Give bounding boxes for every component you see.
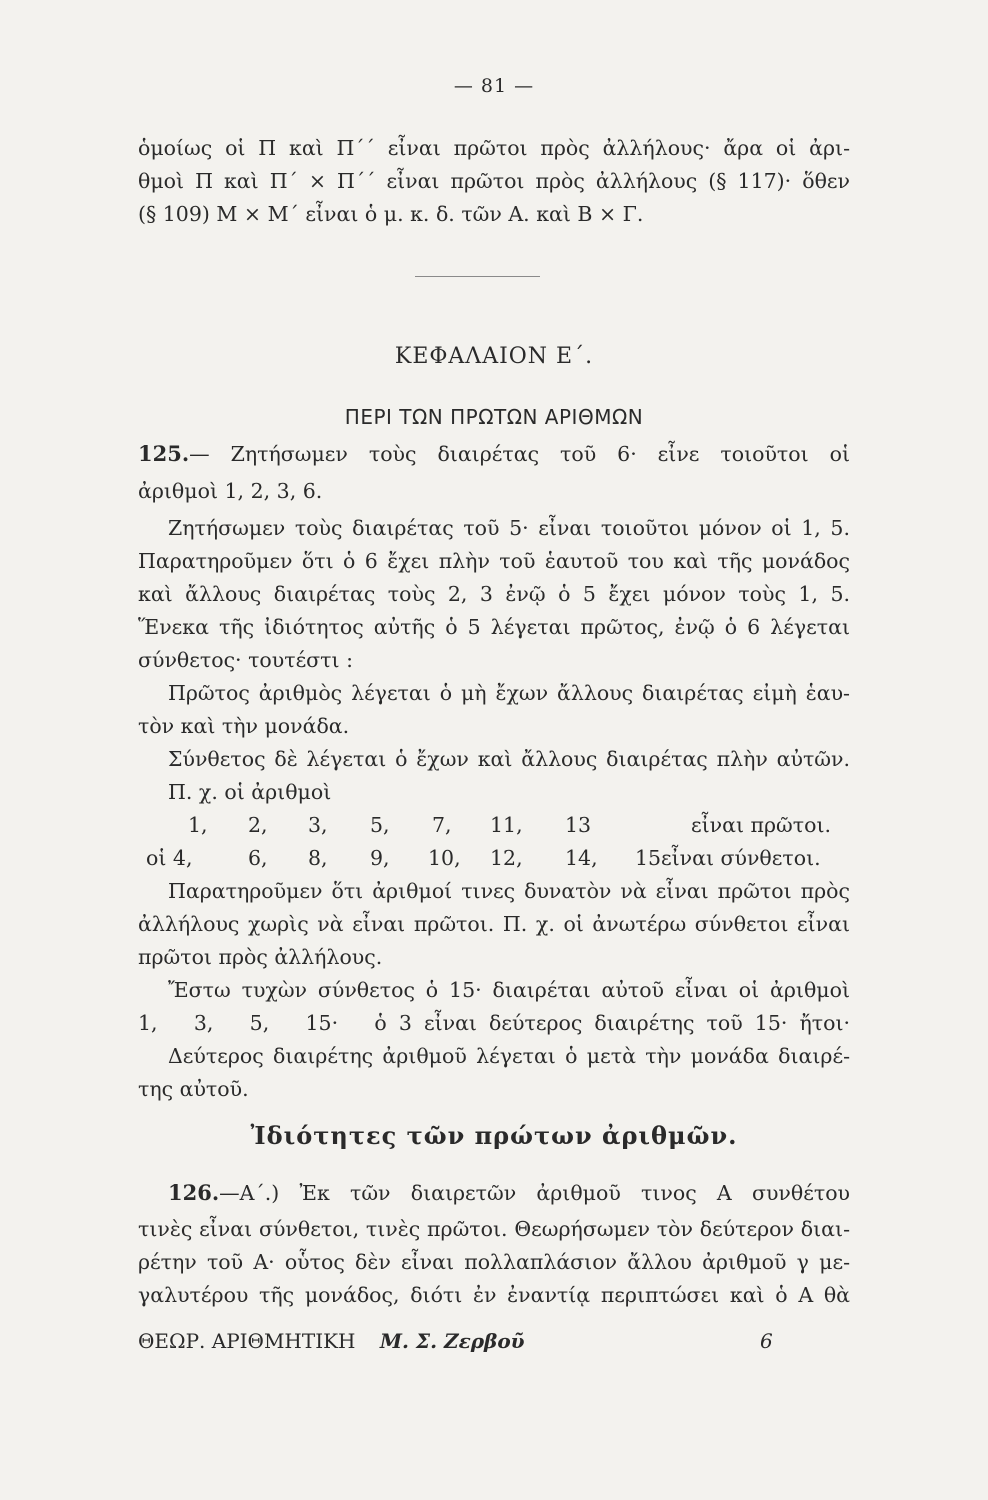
chapter-title: ΚΕΦΑΛΑΙΟΝ Ε΄.	[394, 344, 594, 369]
s125-line-8: τὸν καὶ τὴν μονάδα.	[138, 714, 350, 738]
page-footer	[138, 1327, 850, 1355]
composite-number: 15	[635, 846, 662, 870]
page-number: — 81 —	[453, 75, 535, 97]
s125-line-6: σύνθετος· τουτέστι :	[138, 648, 353, 672]
composite-number: 12,	[490, 846, 523, 870]
footer-signature: 6	[760, 1329, 773, 1353]
s125-line-4: καὶ ἄλλους διαιρέτας τοὺς 2, 3 ἐνῷ ὁ 5 ἔχει μόνον τοὺς 1, 5.	[138, 582, 850, 606]
s125-line-5: Ἕνεκα τῆς ἰδιότητος αὐτῆς ὁ 5 λέγεται πρῶτος, ἐνῷ ὁ 6 λέγεται	[138, 615, 850, 639]
s125-line-2: Ζητήσωμεν τοὺς διαιρέτας τοῦ 5· εἶναι τοιοῦτοι μόνον οἱ 1, 5.	[168, 516, 850, 540]
prime-number: 3,	[308, 813, 328, 837]
s125-after-2: ἀλλήλους χωρὶς νὰ εἶναι πρῶτοι. Π. χ. οἱ ἀνωτέρω σύνθετοι εἶναι	[138, 912, 850, 936]
s125-line-9: Σύνθετος δὲ λέγεται ὁ ἔχων καὶ ἄλλους διαιρέτας πλὴν αὐτῶν.	[168, 747, 850, 771]
section-125-number: 125.	[138, 441, 190, 466]
s126-line-1: τινὲς εἶναι σύνθετοι, τινὲς πρῶτοι. Θεωρήσωμεν τὸν δεύτερον διαι-	[138, 1217, 850, 1241]
s125-line-3: Παρατηροῦμεν ὅτι ὁ 6 ἔχει πλὴν τοῦ ἑαυτοῦ του καὶ τῆς μονάδος	[138, 549, 850, 573]
composites-row	[138, 844, 850, 872]
prime-number: 7,	[432, 813, 452, 837]
chapter-subtitle: ΠΕΡΙ ΤΩΝ ΠΡΩΤΩΝ ΑΡΙΘΜΩΝ	[344, 405, 644, 429]
s125-after-4: Ἔστω τυχὼν σύνθετος ὁ 15· διαιρέται αὐτοῦ εἶναι οἱ ἀριθμοὶ	[168, 978, 850, 1002]
s125-after-1: Παρατηροῦμεν ὅτι ἀριθμοί τινες δυνατὸν νὰ εἶναι πρῶτοι πρὸς	[168, 879, 850, 903]
section-125-first-text: — Ζητήσωμεν τοὺς διαιρέτας τοῦ 6· εἶνε τοιοῦτοι οἱ	[189, 442, 850, 466]
s125-line-7: Πρῶτος ἀριθμὸς λέγεται ὁ μὴ ἔχων ἄλλους διαιρέτας εἰμὴ ἑαυ-	[168, 681, 850, 705]
prime-number: 2,	[248, 813, 268, 837]
composites-prefix: οἱ 4,	[146, 846, 193, 870]
footer-author: Μ. Σ. Ζερβοῦ	[379, 1329, 525, 1353]
s125-after-3: πρῶτοι πρὸς ἀλλήλους.	[138, 945, 383, 969]
s126-line-3: γαλυτέρου τῆς μονάδος, διότι ἐν ἐναντίᾳ περιπτώσει καὶ ὁ Α θὰ	[138, 1283, 850, 1307]
prime-number: 13	[565, 813, 592, 837]
footer-book-title: ΘΕΩΡ. ΑΡΙΘΜΗΤΙΚΗ	[138, 1329, 356, 1353]
composite-number: 9,	[370, 846, 390, 870]
s125-after-7: της αὐτοῦ.	[138, 1077, 249, 1101]
s125-line-10: Π. χ. οἱ ἀριθμοὶ	[168, 780, 332, 804]
separator-rule	[415, 276, 540, 277]
intro-line-3: (§ 109) Μ × Μ΄ εἶναι ὁ μ. κ. δ. τῶν Α. καὶ Β × Γ.	[138, 202, 644, 226]
primes-row	[138, 811, 850, 839]
primes-label: εἶναι πρῶτοι.	[691, 813, 831, 837]
section-126-number: 126.	[168, 1180, 220, 1205]
prime-number: 11,	[490, 813, 523, 837]
composite-number: 6,	[248, 846, 268, 870]
intro-line-1: ὁμοίως οἱ Π καὶ Π΄΄ εἶναι πρῶτοι πρὸς ἀλλήλους· ἄρα οἱ ἀρι-	[138, 136, 850, 160]
s125-after-5: 1, 3, 5, 15· ὁ 3 εἶναι δεύτερος διαιρέτης τοῦ 15· ἤτοι·	[138, 1011, 850, 1035]
s125-after-6: Δεύτερος διαιρέτης ἀριθμοῦ λέγεται ὁ μετὰ τὴν μονάδα διαιρέ-	[168, 1044, 850, 1068]
intro-line-2: θμοὶ Π καὶ Π΄ × Π΄΄ εἶναι πρῶτοι πρὸς ἀλλήλους (§ 117)· ὅθεν	[138, 169, 850, 193]
prime-number: 1,	[188, 813, 208, 837]
section-125-first-line	[138, 440, 850, 468]
composites-label: εἶναι σύνθετοι.	[661, 846, 821, 870]
section-126-first-line	[168, 1179, 850, 1207]
section-126-first-text: —Α΄.) Ἐκ τῶν διαιρετῶν ἀριθμοῦ τινος Α συνθέτου	[219, 1181, 850, 1205]
section-title: Ἰδιότητες τῶν πρώτων ἀριθμῶν.	[250, 1121, 738, 1150]
s125-line-1: ἀριθμοὶ 1, 2, 3, 6.	[138, 479, 323, 503]
composite-number: 14,	[565, 846, 598, 870]
composite-number: 10,	[428, 846, 461, 870]
composite-number: 8,	[308, 846, 328, 870]
s126-line-2: ρέτην τοῦ Α· οὗτος δὲν εἶναι πολλαπλάσιον ἄλλου ἀριθμοῦ γ με-	[138, 1250, 850, 1274]
prime-number: 5,	[370, 813, 390, 837]
